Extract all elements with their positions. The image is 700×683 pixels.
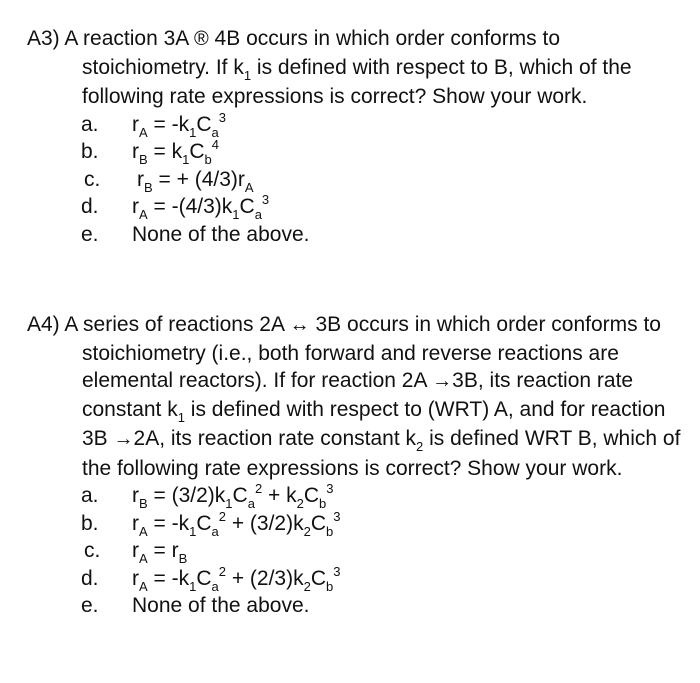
option-a4-d[interactable]: d. $r_A = -k_1C_a^2 + (2/3)k_2C_b^3$ xyxy=(81,563,341,594)
option-a4-a[interactable]: a. $r_B = (3/2)k_1C_a^2 + k_2C_b^3$ xyxy=(81,481,334,511)
question-a3 xyxy=(27,25,687,248)
option-a3-d[interactable]: d. $r_A = -(4/3)k_1C_a^3$ xyxy=(81,192,270,222)
question-a4-number: A4) xyxy=(27,313,60,336)
option-a4-e[interactable]: e. None of the above. xyxy=(81,594,310,617)
option-a3-c[interactable]: c. $r_B$ = + $(4/3)r_A$ xyxy=(84,167,254,195)
reverse-arrow-symbol: → xyxy=(113,428,134,450)
forward-arrow-symbol: → xyxy=(432,370,453,392)
reaction-arrow-symbol: ® xyxy=(193,28,209,50)
question-a3-number: A3) xyxy=(27,27,60,50)
equilibrium-arrow-symbol: ↔ xyxy=(289,314,310,336)
question-a3-stem: A3) A reaction 3A ® 4B occurs in which order conforms to stoichiometry. If $k_1$ is defined with respect to B, which of the following rate expressions is correct? Show your work. xyxy=(27,27,632,108)
option-a4-c[interactable]: c. $r_A = r_B$ xyxy=(84,539,188,566)
question-a4 xyxy=(27,311,687,620)
option-a4-b[interactable]: b. $r_A = -k_1C_a^2 + (3/2)k_2C_b^3$ xyxy=(81,508,341,539)
option-a3-e[interactable]: e. None of the above. xyxy=(81,222,310,246)
question-a4-stem: A4) A series of reactions 2A ↔ 3B occurs in which order conforms to stoichiometry (i.e., both forward and reverse reactions are elemental reactors). If for reaction 2A →3B, its reaction rate constant $k_1$ is defined with respect to (WRT) A, and for reaction 3B →2A, its reaction rate constant $k_2$ is defined WRT B, which of the following rate expressions is correct? Show your work. xyxy=(27,313,681,480)
option-a3-a[interactable]: a. $r_A = -k_1C_a^3$ xyxy=(81,109,226,140)
option-a3-b[interactable]: b. $r_B = k_1C_b^4$ xyxy=(81,137,219,167)
